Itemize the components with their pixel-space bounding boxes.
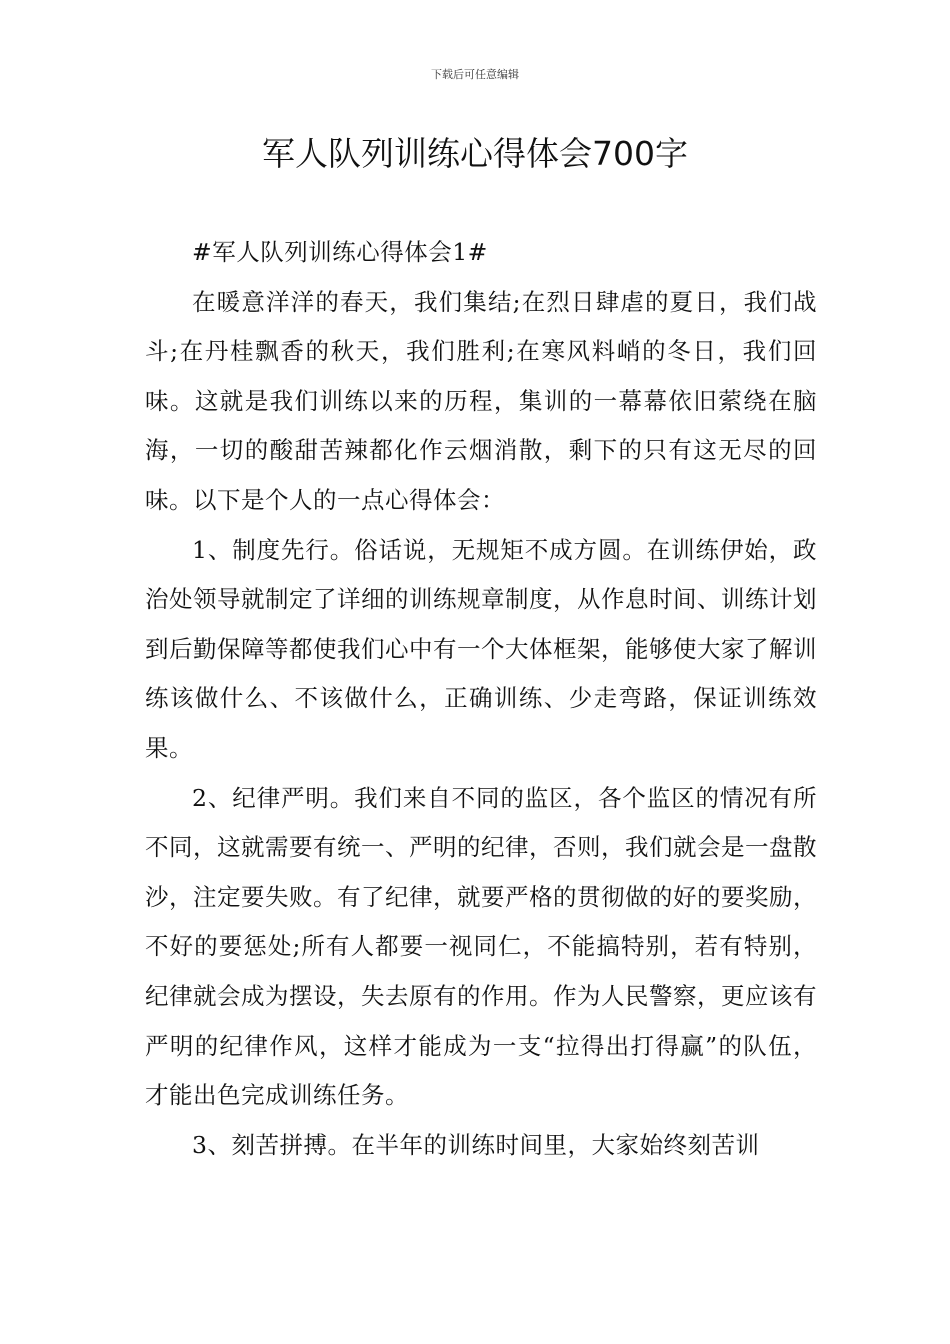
paragraph-intro: 在暖意洋洋的春天，我们集结;在烈日肆虐的夏日，我们战斗;在丹桂飘香的秋天，我们胜利;在寒风料峭的冬日，我们回味。这就是我们训练以来的历程，集训的一幕幕依旧萦绕在脑海，一切的酸甜苦辣都化作云烟消散，剩下的只有这无尽的回味。以下是个人的一点心得体会： (145, 287, 817, 514)
header-note: 下载后可任意编辑 (431, 68, 519, 81)
document-title: 军人队列训练心得体会700字 (262, 134, 688, 173)
paragraph-point-3: 3、刻苦拼搏。在半年的训练时间里，大家始终刻苦训 (192, 1130, 760, 1159)
document-body (145, 228, 817, 1170)
paragraph-point-1: 1、制度先行。俗话说，无规矩不成方圆。在训练伊始，政治处领导就制定了详细的训练规章制度，从作息时间、训练计划到后勤保障等都使我们心中有一个大体框架，能够使大家了解训练该做什么、不该做什么，正确训练、少走弯路，保证训练效果。 (145, 535, 817, 762)
paragraph-subtitle: #军人队列训练心得体会1# (192, 238, 488, 266)
paragraph-point-2: 2、纪律严明。我们来自不同的监区，各个监区的情况有所不同，这就需要有统一、严明的纪律，否则，我们就会是一盘散沙，注定要失败。有了纪律，就要严格的贯彻做的好的要奖励，不好的要惩处;所有人都要一视同仁，不能搞特别，若有特别，纪律就会成为摆设，失去原有的作用。作为人民警察，更应该有严明的纪律作风，这样才能成为一支“拉得出打得赢”的队伍，才能出色完成训练任务。 (145, 783, 817, 1110)
